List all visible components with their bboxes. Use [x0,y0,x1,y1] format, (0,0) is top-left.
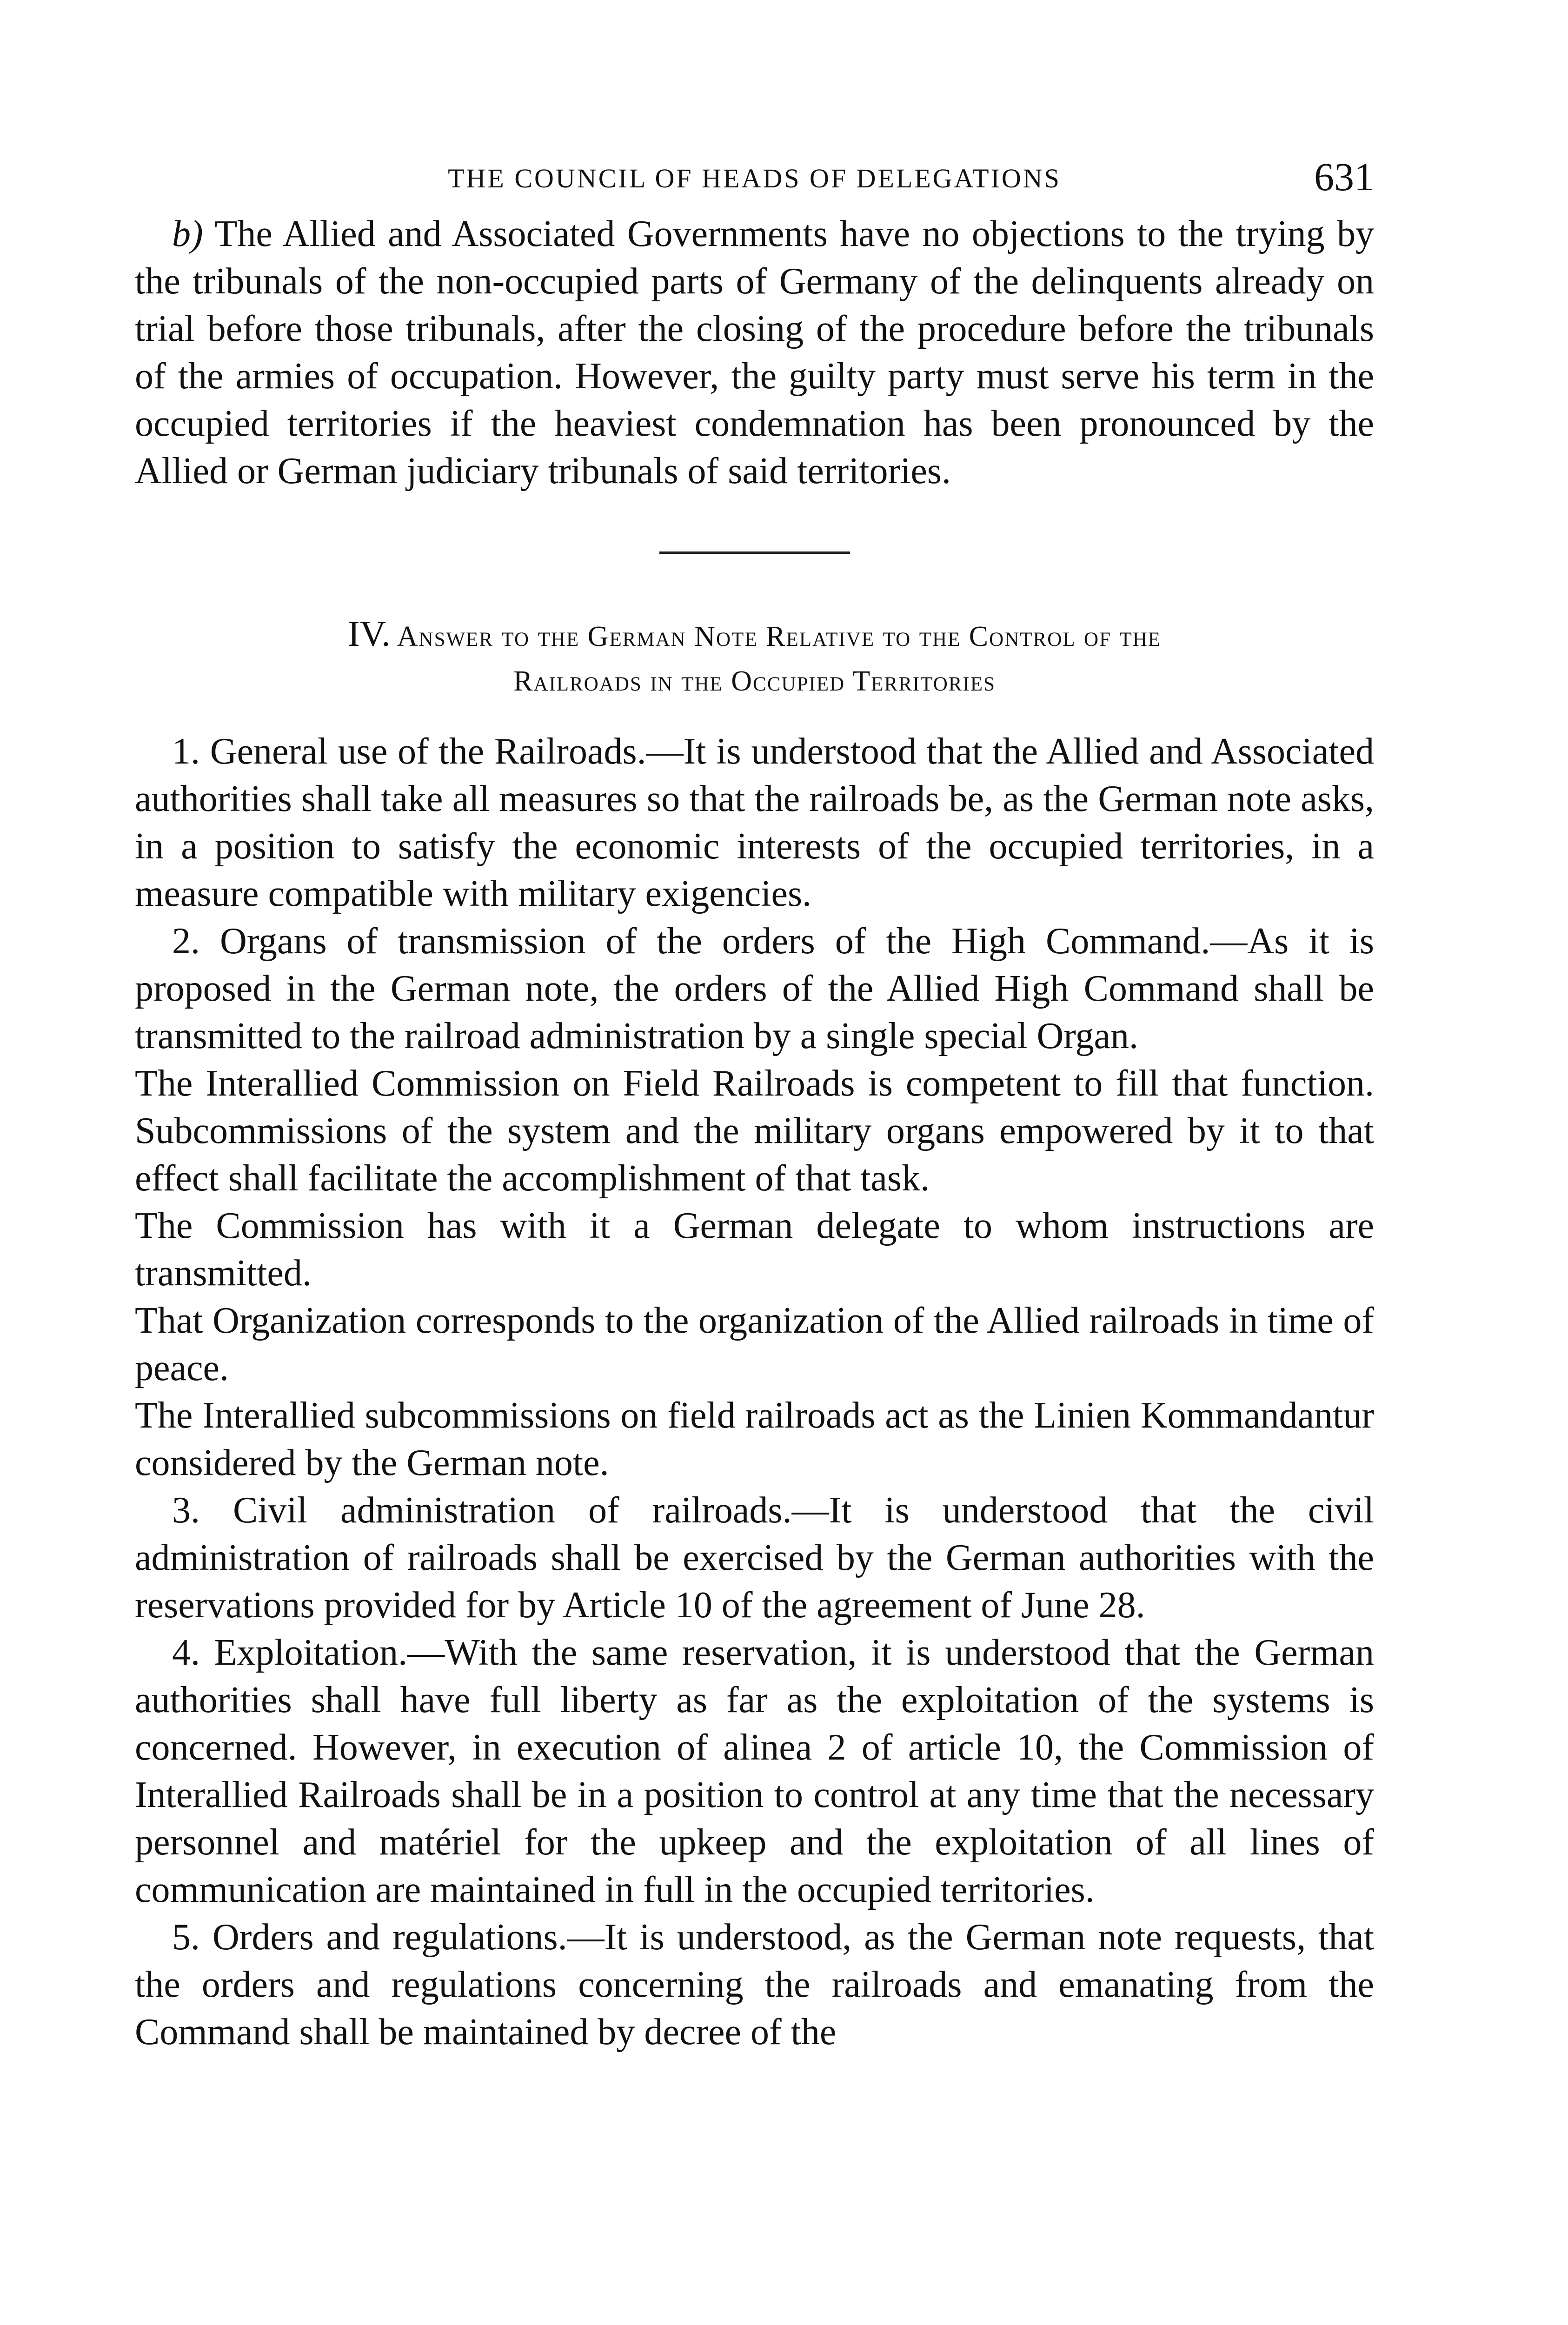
section-numeral: IV. [347,613,391,654]
intro-paragraph-text: The Allied and Associated Governments have no objections to the trying by the tribunals of the non-occupied parts of Germany of the delinquents already on trial before those tribunals, after the closing of the procedure before the tribunals of the armies of occupation. However, the guilty party must serve his term in the occupied territories if the heaviest condemnation has been pronounced by the Allied or German judiciary tribunals of said territories. [135,213,1374,492]
paragraph-subcommissions: The Interallied subcommissions on field railroads act as the Linien Kommandantur considered by the German note. [135,1395,1374,1483]
page-number: 631 [1314,154,1374,199]
paragraph-organs-of-transmission: 2. Organs of transmission of the orders of the High Command.—As it is proposed in the German note, the orders of the Allied High Command shall be transmitted to the railroad administration by a single special Organ. [135,921,1374,1056]
document-page [135,153,1374,2056]
section-divider [659,551,850,554]
paragraph-interallied-commission: The Interallied Commission on Field Railroads is competent to fill that function. Subcommissions of the system and the military organs empowered by it to that effect shall facilitate the accomplishment of that task. [135,1063,1374,1199]
section-heading [135,611,1374,704]
paragraph-german-delegate: The Commission has with it a German delegate to whom instructions are transmitted. [135,1205,1374,1294]
paragraph-organization: That Organization corresponds to the organization of the Allied railroads in time of peace. [135,1300,1374,1388]
paragraph-general-use: 1. General use of the Railroads.—It is understood that the Allied and Associated authorities shall take all measures so that the railroads be, as the German note asks, in a position to satisfy the economic interests of the occupied territories, in a measure compatible with military exigencies. [135,731,1374,914]
section-title-line-2: Railroads in the Occupied Territories [513,665,996,697]
intro-paragraph-label: b) [172,213,203,254]
intro-paragraph [135,210,1374,495]
section-heading-line-1 [135,611,1374,659]
paragraph-orders-and-regulations: 5. Orders and regulations.—It is understood, as the German note requests, that the orders and regulations concerning the railroads and emanating from the Command shall be maintained by decree of the [135,1917,1374,2053]
section-title-line-1: Answer to the German Note Relative to the Control of the [397,621,1162,652]
running-title: THE COUNCIL OF HEADS OF DELEGATIONS [448,163,1061,193]
paragraph-civil-administration: 3. Civil administration of railroads.—It is understood that the civil administration of railroads shall be exercised by the German authorities with the reservations provided for by Article 10 of the agreement of June 28. [135,1490,1374,1626]
body-text [135,210,1374,2056]
running-header [135,153,1374,205]
paragraph-exploitation: 4. Exploitation.—With the same reservation, it is understood that the German authorities shall have full liberty as far as the exploitation of the systems is concerned. However, in execution of alinea 2 of article 10, the Commission of Interallied Railroads shall be in a position to control at any time that the necessary personnel and matériel for the upkeep and the exploitation of all lines of communication are maintained in full in the occupied territories. [135,1632,1374,1910]
